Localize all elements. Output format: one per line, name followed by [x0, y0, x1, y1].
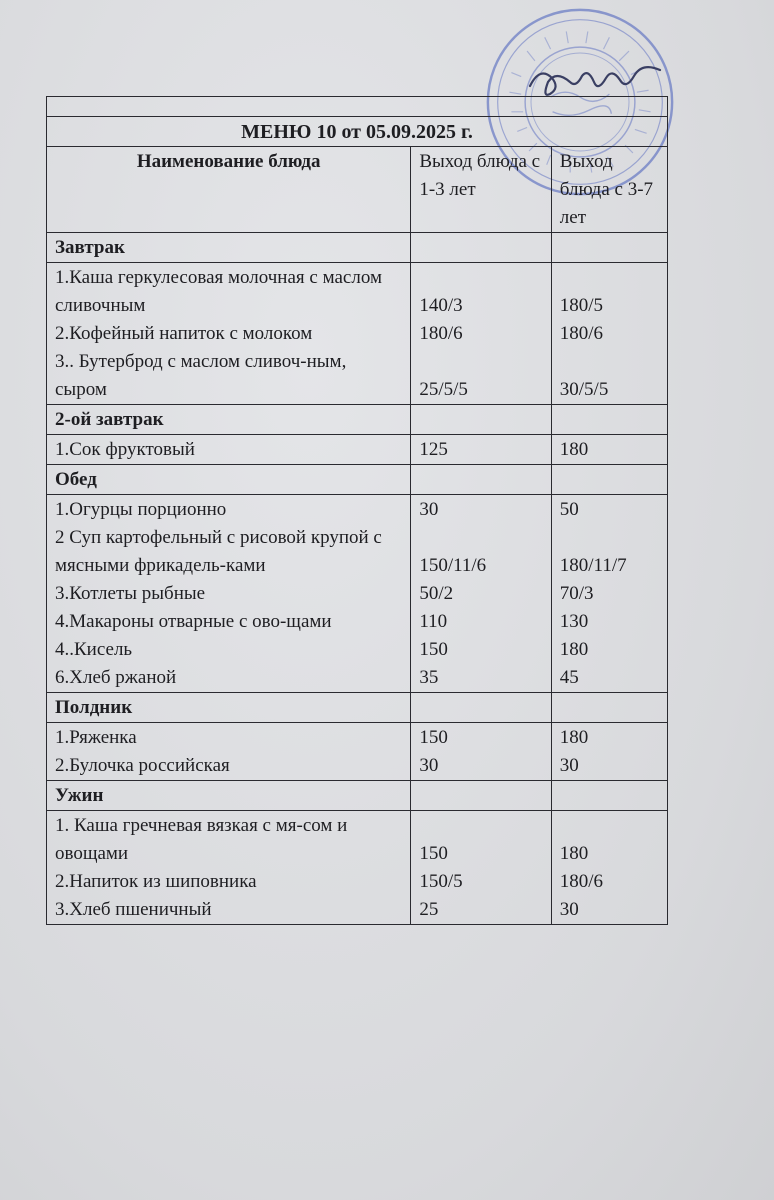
dish-name: 1.Огурцы порционно	[55, 499, 227, 520]
portion-1-3-list	[411, 263, 551, 405]
header-col-3-7: Выход блюда с 3-7 лет	[551, 147, 667, 233]
empty-cell	[551, 233, 667, 263]
dish-name: 6.Хлеб ржаной	[55, 667, 177, 688]
empty-cell	[551, 781, 667, 811]
header-row	[47, 147, 668, 233]
portion-3-7: 70/3	[559, 583, 594, 604]
portion-1-3: 150/5	[419, 871, 463, 892]
dish-list	[47, 263, 411, 405]
section-row	[47, 465, 668, 495]
portion-1-3-list	[411, 435, 551, 465]
portion-3-7-list	[551, 811, 667, 925]
portion-1-3-list	[411, 495, 551, 693]
menu-title: МЕНЮ 10 от 05.09.2025 г.	[47, 117, 668, 147]
dish-name: 4..Кисель	[55, 639, 133, 660]
section-items-row	[47, 811, 668, 925]
portion-3-7: 45	[559, 667, 579, 688]
portion-1-3: 30	[419, 499, 439, 520]
section-items-row	[47, 435, 668, 465]
portion-1-3: 50/2	[419, 583, 454, 604]
section-title: Обед	[47, 465, 411, 495]
dish-name: 3.Котлеты рыбные	[55, 583, 206, 604]
portion-1-3: 125	[419, 439, 448, 460]
portion-1-3: 30	[419, 755, 439, 776]
portion-3-7: 30	[559, 899, 579, 920]
dish-name: 4.Макароны отварные с ово-щами	[55, 611, 332, 632]
dish-name: 1. Каша гречневая вязкая с мя-сом и овощами	[55, 815, 348, 864]
header-dish-name: Наименование блюда	[47, 147, 411, 233]
portion-3-7: 180	[559, 639, 589, 660]
section-row	[47, 781, 668, 811]
dish-name: 2.Булочка российская	[55, 755, 230, 776]
dish-name: 2.Напиток из шиповника	[55, 871, 257, 892]
portion-3-7-list	[551, 263, 667, 405]
portion-1-3-list	[411, 723, 551, 781]
dish-list	[47, 435, 411, 465]
portion-3-7: 180/5	[559, 295, 604, 316]
dish-name: 3.. Бутерброд с маслом сливоч-ным, сыром	[55, 351, 347, 400]
section-title: 2-ой завтрак	[47, 405, 411, 435]
portion-3-7-list	[551, 723, 667, 781]
dish-name: 1.Сок фруктовый	[55, 439, 195, 460]
dish-name: 2 Суп картофельный с рисовой крупой с мясными фрикадель-ками	[55, 527, 382, 576]
section-title: Ужин	[47, 781, 411, 811]
top-empty-row	[47, 97, 668, 117]
section-row	[47, 405, 668, 435]
portion-3-7: 180	[559, 439, 589, 460]
portion-1-3: 110	[419, 611, 448, 632]
header-col-1-3: Выход блюда с 1-3 лет	[411, 147, 551, 233]
title-row	[47, 117, 668, 147]
portion-1-3: 150/11/6	[419, 555, 487, 576]
portion-1-3: 140/3	[419, 295, 463, 316]
dish-name: 1.Каша геркулесовая молочная с маслом сливочным	[55, 267, 382, 316]
portion-1-3: 150	[419, 639, 448, 660]
portion-1-3: 25/5/5	[419, 379, 468, 400]
portion-3-7: 180/6	[559, 323, 604, 344]
empty-cell	[411, 465, 551, 495]
dish-list	[47, 811, 411, 925]
portion-3-7: 50	[559, 499, 579, 520]
section-title: Завтрак	[47, 233, 411, 263]
empty-cell	[411, 233, 551, 263]
dish-name: 2.Кофейный напиток с молоком	[55, 323, 313, 344]
empty-cell	[411, 405, 551, 435]
portion-3-7: 180/6	[559, 871, 604, 892]
portion-1-3: 180/6	[419, 323, 463, 344]
menu-table	[46, 96, 668, 925]
portion-1-3-list	[411, 811, 551, 925]
portion-1-3: 150	[419, 843, 448, 864]
portion-3-7: 30/5/5	[559, 379, 609, 400]
portion-3-7: 180	[559, 727, 589, 748]
portion-3-7: 30	[559, 755, 579, 776]
dish-name: 3.Хлеб пшеничный	[55, 899, 212, 920]
section-items-row	[47, 263, 668, 405]
portion-3-7-list	[551, 435, 667, 465]
portion-3-7-list	[551, 495, 667, 693]
portion-1-3: 35	[419, 667, 439, 688]
section-row	[47, 233, 668, 263]
portion-3-7: 180	[559, 843, 589, 864]
section-items-row	[47, 723, 668, 781]
dish-name: 1.Ряженка	[55, 727, 137, 748]
section-row	[47, 693, 668, 723]
empty-cell	[411, 693, 551, 723]
empty-cell	[551, 405, 667, 435]
section-title: Полдник	[47, 693, 411, 723]
empty-cell	[411, 781, 551, 811]
dish-list	[47, 723, 411, 781]
section-items-row	[47, 495, 668, 693]
portion-3-7: 130	[559, 611, 589, 632]
empty-cell	[551, 693, 667, 723]
dish-list	[47, 495, 411, 693]
empty-cell	[551, 465, 667, 495]
portion-3-7: 180/11/7	[559, 555, 627, 576]
portion-1-3: 150	[419, 727, 448, 748]
portion-1-3: 25	[419, 899, 439, 920]
